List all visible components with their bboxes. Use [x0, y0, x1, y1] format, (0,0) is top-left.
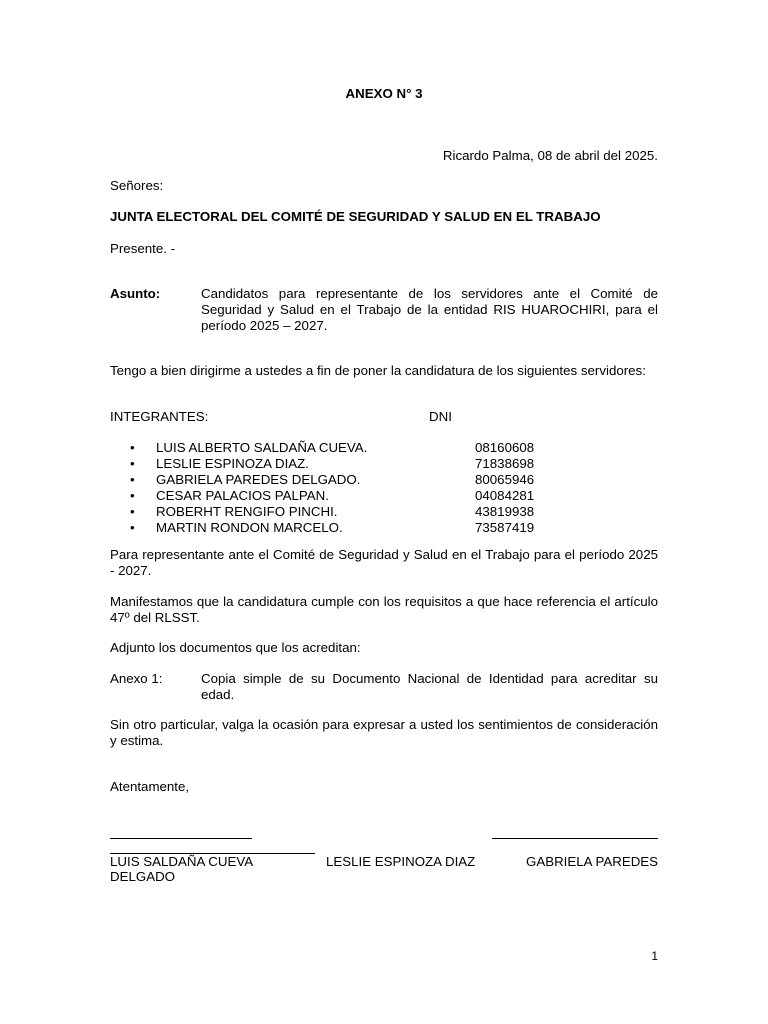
member-dni: 80065946	[475, 472, 535, 487]
recipient: JUNTA ELECTORAL DEL COMITÉ DE SEGURIDAD Y SALUD EN EL TRABAJO	[110, 209, 601, 224]
document-title: ANEXO N° 3	[345, 86, 423, 101]
member-name: LUIS ALBERTO SALDAÑA CUEVA.	[156, 440, 368, 455]
member-dni: 43819938	[475, 504, 535, 519]
list-item	[130, 504, 590, 520]
signature-line	[492, 838, 658, 839]
bullet-icon: •	[130, 440, 135, 455]
list-item	[130, 520, 590, 536]
member-dni: 71838698	[475, 456, 535, 471]
list-item	[130, 488, 590, 504]
member-name: ROBERHT RENGIFO PINCHI.	[156, 504, 338, 519]
member-name: LESLIE ESPINOZA DIAZ.	[156, 456, 309, 471]
asunto-text: Candidatos para representante de los servidores ante el Comité de Seguridad y Salud en el Trabajo de la entidad RIS HUAROCHIRI, para el período 2025 – 2027.	[201, 286, 658, 333]
page-number: 1	[651, 949, 658, 963]
list-item	[130, 472, 590, 488]
purpose-paragraph: Para representante ante el Comité de Seguridad y Salud en el Trabajo para el período 2025 - 2027.	[110, 547, 658, 578]
date-line: Ricardo Palma, 08 de abril del 2025.	[442, 148, 658, 163]
member-dni: 08160608	[475, 440, 535, 455]
manifest-paragraph: Manifestamos que la candidatura cumple con los requisitos a que hace referencia el artículo 47º del RLSST.	[110, 594, 658, 625]
integrantes-label: INTEGRANTES:	[110, 409, 209, 424]
member-name: MARTIN RONDON MARCELO.	[156, 520, 343, 535]
signature-name-saldana: LUIS SALDAÑA CUEVA	[110, 854, 254, 869]
member-name: CESAR PALACIOS PALPAN.	[156, 488, 329, 503]
bullet-icon: •	[130, 456, 135, 471]
dni-label: DNI	[429, 409, 452, 424]
members-list	[130, 440, 590, 536]
bullet-icon: •	[130, 520, 135, 535]
presente: Presente. -	[110, 241, 176, 256]
member-name: GABRIELA PAREDES DELGADO.	[156, 472, 361, 487]
signature-name-continuation: DELGADO	[110, 869, 176, 884]
list-item	[130, 456, 590, 472]
bullet-icon: •	[130, 488, 135, 503]
closing-paragraph: Sin otro particular, valga la ocasión para expresar a usted los sentimientos de consideración y estima.	[110, 717, 658, 748]
anexo-label: Anexo 1:	[110, 671, 163, 686]
member-dni: 73587419	[475, 520, 535, 535]
bullet-icon: •	[130, 504, 135, 519]
signature-name-paredes: GABRIELA PAREDES	[526, 854, 659, 869]
signature-line	[110, 838, 252, 839]
list-item	[130, 440, 590, 456]
adjunto-paragraph: Adjunto los documentos que los acreditan:	[110, 640, 361, 655]
atentamente: Atentamente,	[110, 779, 190, 794]
signature-name-espinoza: LESLIE ESPINOZA DIAZ	[326, 854, 476, 869]
salutation: Señores:	[110, 178, 164, 193]
member-dni: 04084281	[475, 488, 535, 503]
asunto-label: Asunto:	[110, 286, 161, 301]
intro-paragraph: Tengo a bien dirigirme a ustedes a fin de poner la candidatura de los siguientes servidores:	[110, 363, 646, 378]
anexo-text: Copia simple de su Documento Nacional de Identidad para acreditar su edad.	[201, 671, 658, 702]
bullet-icon: •	[130, 472, 135, 487]
